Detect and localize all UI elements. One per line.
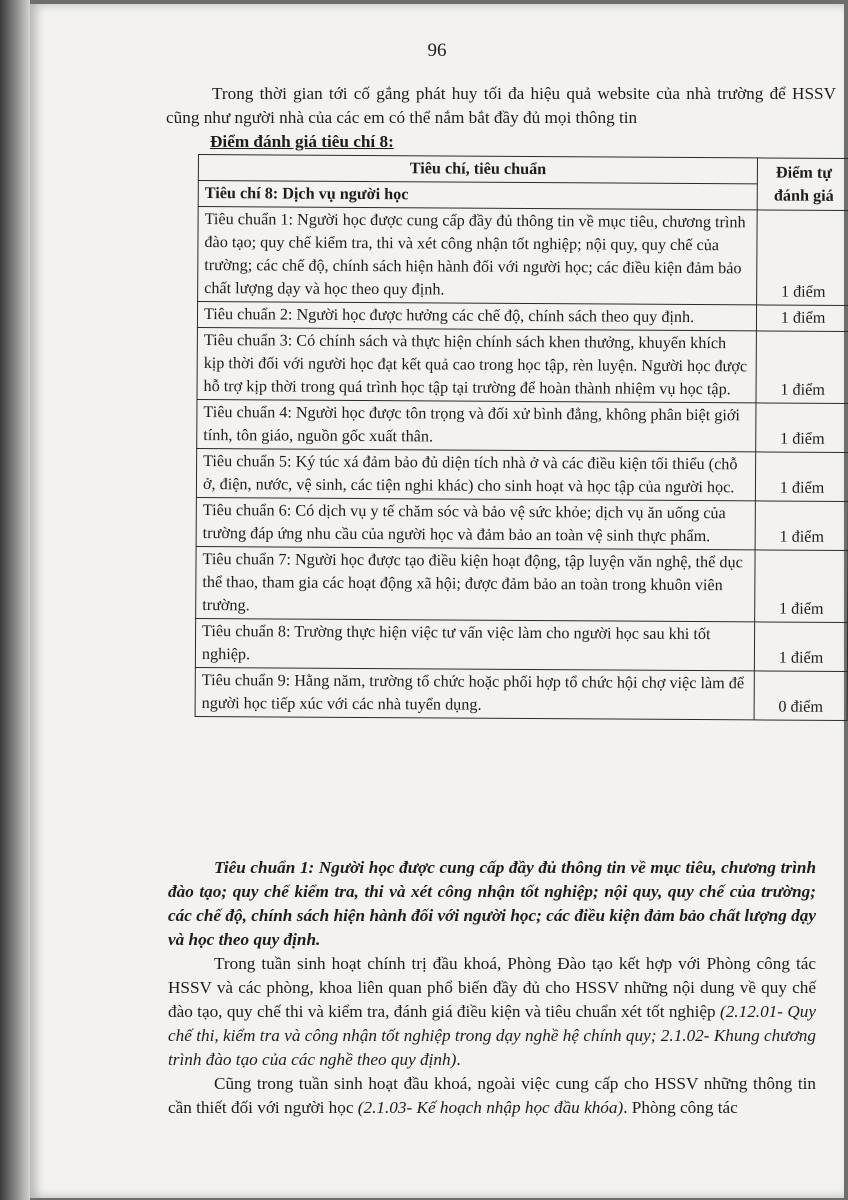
section-heading: Điểm đánh giá tiêu chí 8:: [210, 132, 394, 151]
standard-score: 0 điểm: [754, 671, 847, 721]
standard-text: Tiêu chuẩn 8: Trường thực hiện việc tư vấn việc làm cho người học sau khi tốt nghiệp.: [195, 618, 754, 670]
standard-score: 1 điểm: [755, 622, 848, 672]
paragraph-2-reference: (2.12.01- Quy chế thi, kiểm tra và công nhận tốt nghiệp trong dạy nghề hệ chính quy; 2.1.02- Khung chương trình đào tạo của các nghề theo quy định): [168, 1002, 816, 1069]
table-row: [196, 448, 848, 501]
table-header-row: [198, 155, 848, 185]
standard-score: 1 điểm: [757, 210, 848, 306]
standard-text: Tiêu chuẩn 7: Người học được tạo điều kiện hoạt động, tập luyện văn nghệ, thể dục thể thao, tham gia các hoạt động xã hội; được đảm bảo an toàn trong khuôn viên trường.: [196, 546, 756, 621]
criteria-table: [195, 154, 848, 721]
standard1-heading: Tiêu chuẩn 1: Người học được cung cấp đầy đủ thông tin về mục tiêu, chương trình đào tạo; quy chế kiểm tra, thi và xét công nhận tốt nghiệp; nội quy, quy chế của trường; các chế độ, chính sách hiện hành đối với người học; các điều kiện đảm bảo chất lượng dạy và học theo quy định.: [168, 858, 816, 949]
standard-text: Tiêu chuẩn 9: Hằng năm, trường tổ chức hoặc phối hợp tổ chức hội chợ việc làm để người học tiếp xúc với các nhà tuyển dụng.: [195, 667, 754, 719]
paragraph-2: [168, 952, 816, 1072]
standard-text: Tiêu chuẩn 2: Người học được hưởng các chế độ, chính sách theo quy định.: [197, 302, 756, 331]
standard-text: Tiêu chuẩn 1: Người học được cung cấp đầy đủ thông tin về mục tiêu, chương trình đào tạo; quy chế kiểm tra, thi và xét công nhận tốt nghiệp; nội quy, quy chế của trường; các chế độ, chính sách hiện hành đối với người học; các điều kiện đảm bảo chất lượng dạy và học theo quy định.: [198, 207, 758, 305]
paragraph-3: [168, 1072, 816, 1120]
paragraph-2-end: .: [456, 1050, 461, 1069]
table-row: [196, 546, 848, 622]
paragraph-3-reference: (2.1.03- Kế hoạch nhập học đầu khóa): [357, 1098, 624, 1117]
standard-score: 1 điểm: [757, 305, 848, 332]
standard-score: 1 điểm: [756, 331, 848, 404]
standard-text: Tiêu chuẩn 3: Có chính sách và thực hiện chính sách khen thưởng, khuyến khích kịp thời đối với người học đạt kết quả cao trong học tập, rèn luyện. Người học được hỗ trợ kịp thời trong quá trình học tập tại trường để hoàn thành nhiệm vụ học tập.: [197, 327, 757, 402]
table-row: [197, 399, 848, 452]
paragraph-3-end: . Phòng công tác: [623, 1098, 738, 1117]
table-row: [196, 497, 848, 550]
header-criteria: Tiêu chí, tiêu chuẩn: [198, 155, 757, 184]
document-page: [30, 4, 844, 1198]
body-block: [168, 856, 816, 1120]
standard-score: 1 điểm: [755, 501, 848, 551]
book-spine-shadow: [0, 0, 30, 1200]
page-number: 96: [427, 40, 447, 61]
table-row: [197, 302, 848, 332]
paragraph-3-text: Cũng trong tuần sinh hoạt đầu khoá, ngoài việc cung cấp cho HSSV những thông tin cần thiết đối với người học: [168, 1074, 816, 1117]
header-score: Điểm tự đánh giá: [757, 158, 848, 211]
intro-block: [166, 82, 836, 154]
table-row: [195, 618, 847, 671]
standard-text: Tiêu chuẩn 6: Có dịch vụ y tế chăm sóc và bảo vệ sức khỏe; dịch vụ ăn uống của trường đáp ứng nhu cầu của người học và đảm bảo an toàn vệ sinh thực phẩm.: [196, 497, 755, 549]
standard-score: 1 điểm: [756, 403, 848, 453]
paragraph-2-text: Trong tuần sinh hoạt chính trị đầu khoá, Phòng Đào tạo kết hợp với Phòng công tác HSSV và các phòng, khoa liên quan phổ biến đầy đủ cho HSSV những nội dung về quy chế đào tạo, quy chế thi và kiểm tra, đánh giá điều kiện và tiêu chuẩn xét tốt nghiệp: [168, 954, 816, 1021]
standard-text: Tiêu chuẩn 4: Người học được tôn trọng và đối xử bình đẳng, không phân biệt giới tính, tôn giáo, nguồn gốc xuất thân.: [197, 399, 756, 451]
standard-score: 1 điểm: [756, 452, 848, 502]
table-row: [197, 327, 848, 403]
standard-text: Tiêu chuẩn 5: Ký túc xá đảm bảo đủ diện tích nhà ở và các điều kiện tối thiểu (chỗ ở, điện, nước, vệ sinh, các tiện nghi khác) cho sinh hoạt và học tập của người học.: [196, 448, 755, 500]
table-row: [195, 667, 847, 720]
table-row: [198, 207, 848, 306]
standard-score: 1 điểm: [755, 550, 848, 623]
group-title-row: [198, 181, 848, 211]
group-title: Tiêu chí 8: Dịch vụ người học: [198, 181, 757, 210]
intro-paragraph: Trong thời gian tới cố gắng phát huy tối đa hiệu quả website của nhà trường để HSSV cũng như người nhà của các em có thể nắm bắt đầy đủ mọi thông tin: [166, 84, 836, 127]
